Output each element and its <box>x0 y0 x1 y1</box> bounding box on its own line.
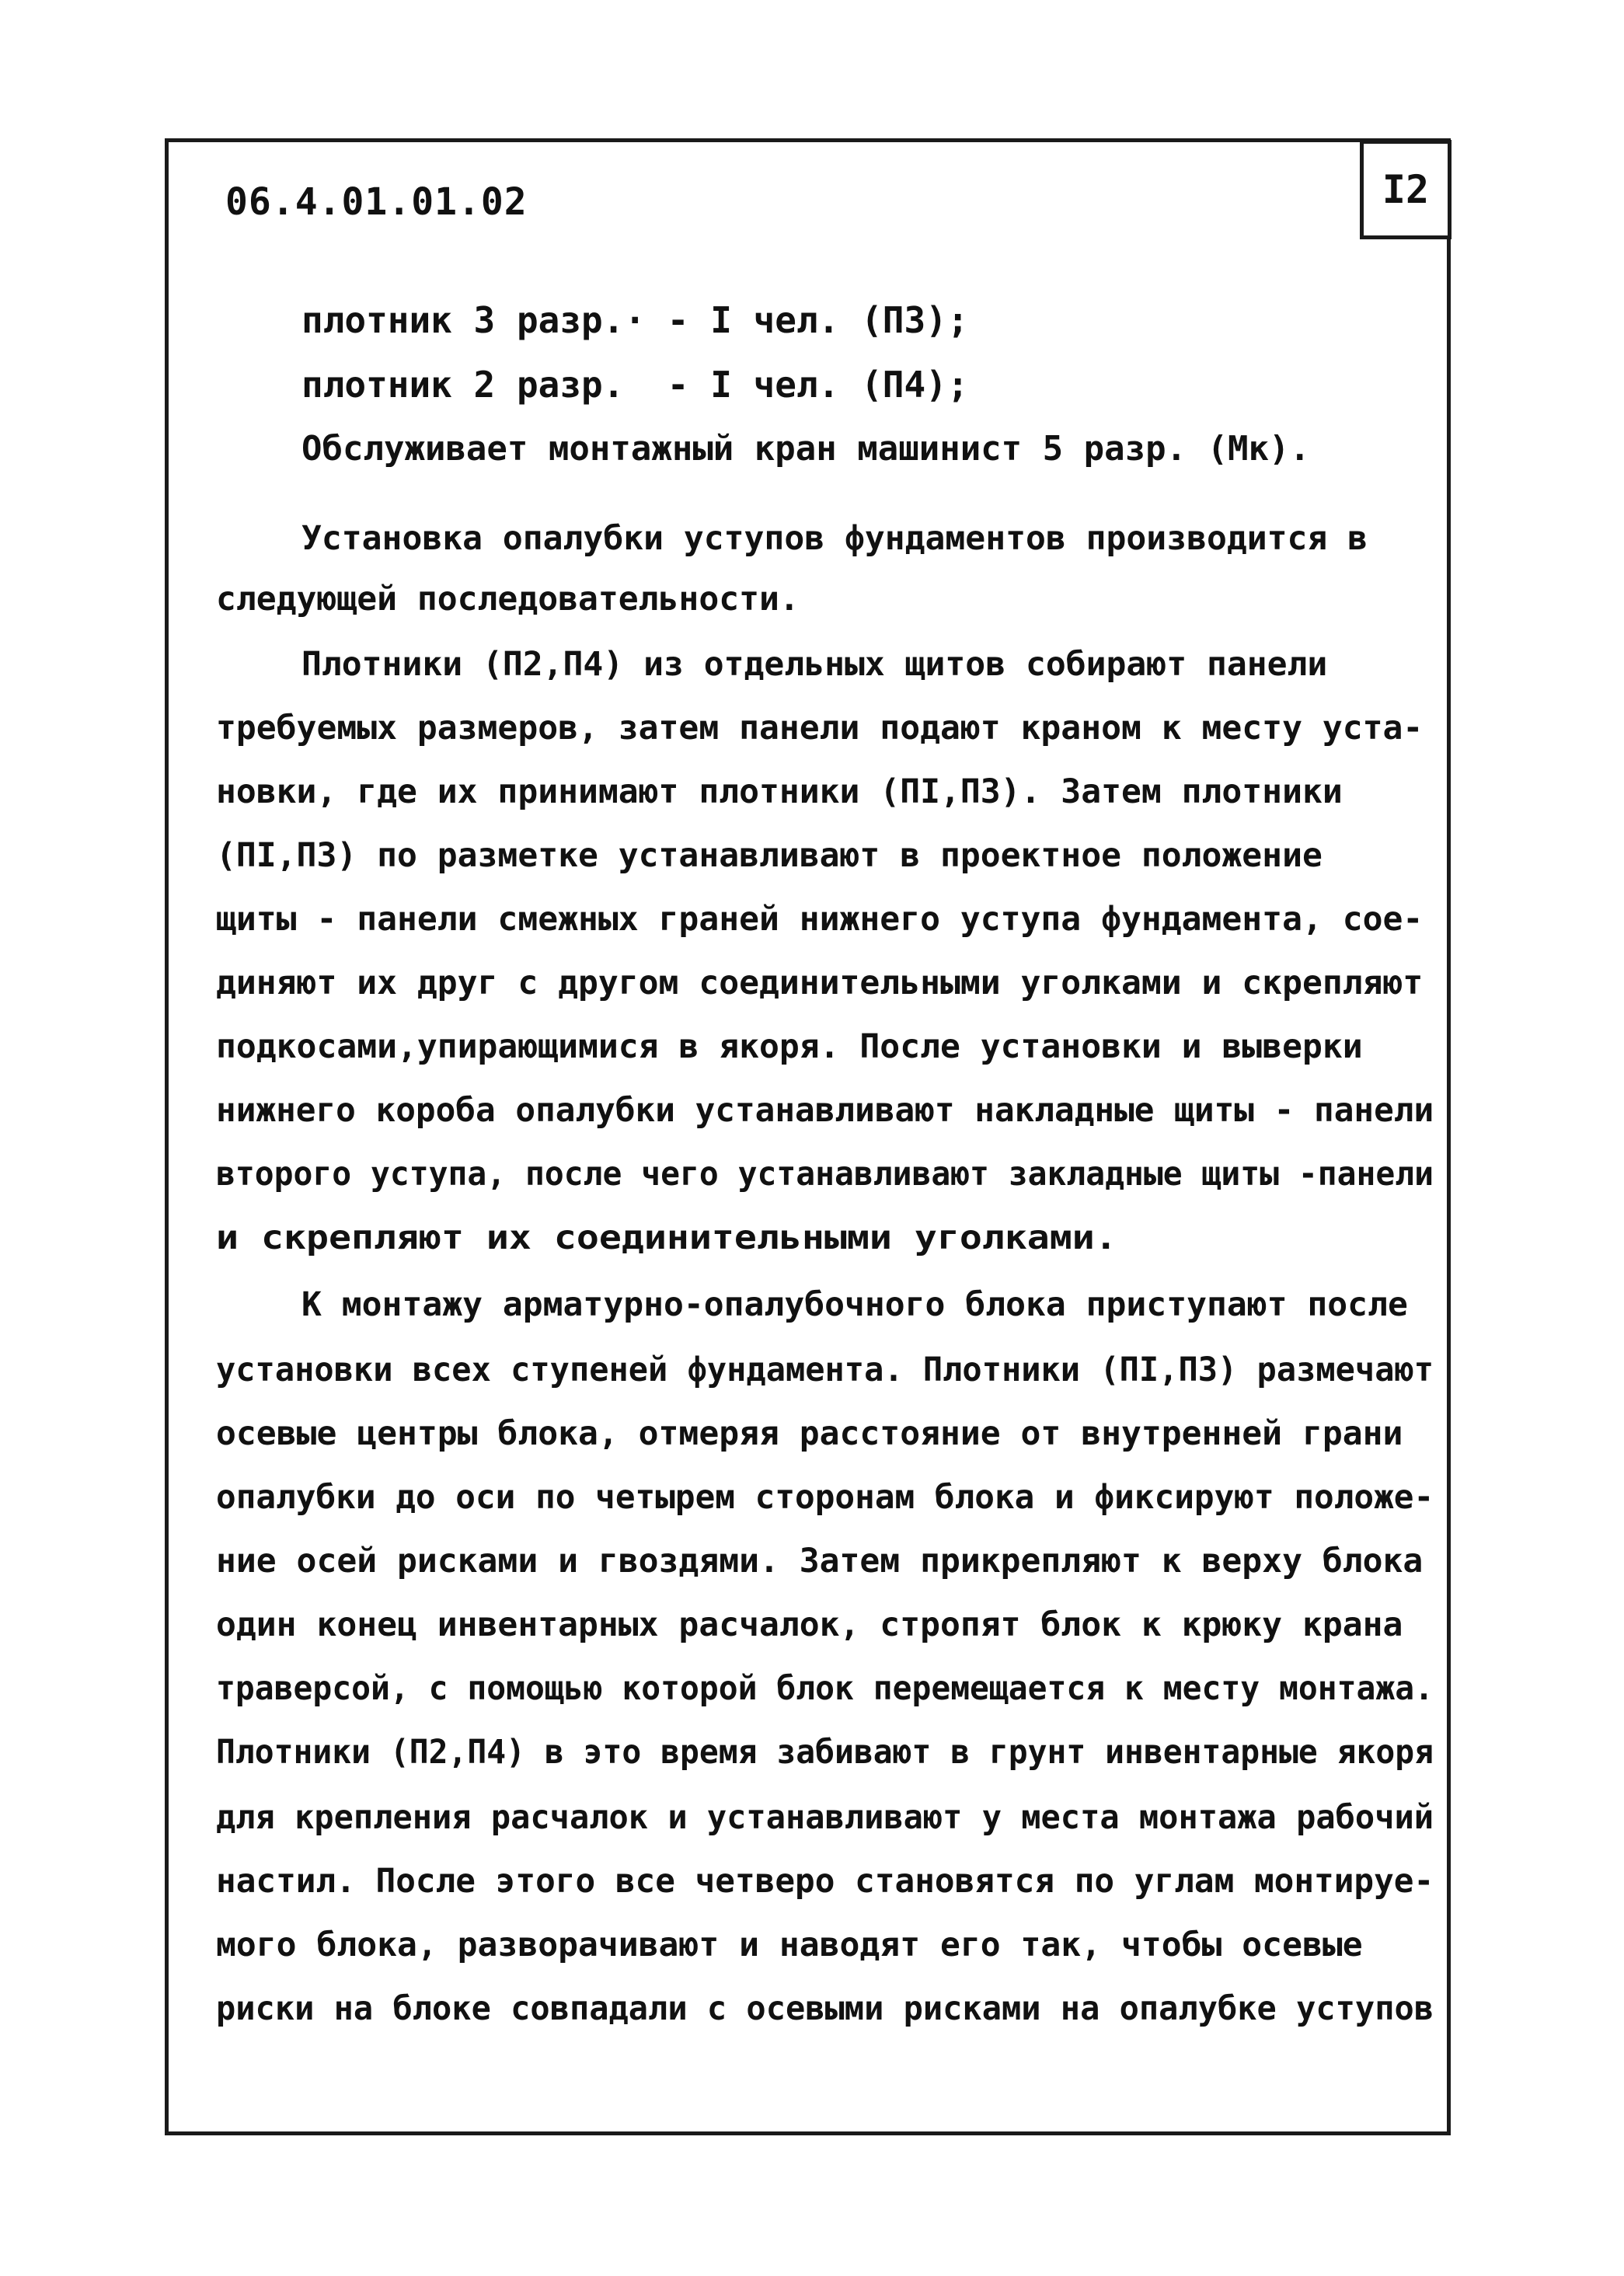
text-line: ние осей рисками и гвоздями. Затем прикрепляют к верху блока <box>216 1542 1424 1581</box>
text-line: траверсой, с помощью которой блок перемещается к месту монтажа. <box>216 1669 1434 1708</box>
text-line: требуемых размеров, затем панели подают краном к месту уста- <box>216 709 1424 748</box>
text-line: Плотники (П2,П4) в это время забивают в грунт инвентарные якоря <box>216 1733 1434 1772</box>
text-line: (ПI,П3) по разметке устанавливают в проектное положение <box>216 836 1323 875</box>
text-line: подкосами,упирающимися в якоря. После установки и выверки <box>216 1027 1363 1066</box>
text-line: настил. После этого все четверо становятся по углам монтируе- <box>216 1862 1434 1901</box>
page-number: I2 <box>1360 140 1451 239</box>
text-line: диняют их друг с другом соединительными уголками и скрепляют <box>216 964 1424 1002</box>
text-line: следующей последовательности. <box>216 580 800 619</box>
text-line: второго уступа, после чего устанавливают закладные щиты -панели <box>216 1155 1434 1194</box>
text-line: щиты - панели смежных граней нижнего уступа фундамента, сое- <box>216 900 1424 939</box>
text-line: мого блока, разворачивают и наводят его так, чтобы осевые <box>216 1926 1363 1964</box>
text-line: риски на блоке совпадали с осевыми рисками на опалубке уступов <box>216 1989 1434 2028</box>
text-line: осевые центры блока, отмеряя расстояние от внутренней грани <box>216 1414 1403 1453</box>
text-line: и скрепляют их соединительными уголками. <box>216 1218 1117 1257</box>
document-code: 06.4.01.01.02 <box>225 180 528 224</box>
text-line: К монтажу арматурно-опалубочного блока приступают после <box>301 1285 1408 1324</box>
crew-line-carpenter-3: плотник 3 разр.· - I чел. (П3); <box>301 299 969 341</box>
text-line: новки, где их принимают плотники (ПI,П3). Затем плотники <box>216 772 1343 811</box>
crew-line-crane-operator: Обслуживает монтажный кран машинист 5 разр. (Мк). <box>301 429 1311 469</box>
text-line: установки всех ступеней фундамента. Плотники (ПI,П3) размечают <box>216 1351 1434 1389</box>
text-line: один конец инвентарных расчалок, стропят блок к крюку крана <box>216 1605 1403 1644</box>
text-line: нижнего короба опалубки устанавливают накладные щиты - панели <box>216 1091 1434 1130</box>
text-line: для крепления расчалок и устанавливают у места монтажа рабочий <box>216 1798 1434 1837</box>
text-line: Установка опалубки уступов фундаментов производится в <box>301 519 1368 558</box>
text-line: Плотники (П2,П4) из отдельных щитов собирают панели <box>301 645 1328 684</box>
text-line: опалубки до оси по четырем сторонам блока и фиксируют положе- <box>216 1478 1434 1517</box>
crew-line-carpenter-2: плотник 2 разр. - I чел. (П4); <box>301 364 969 406</box>
